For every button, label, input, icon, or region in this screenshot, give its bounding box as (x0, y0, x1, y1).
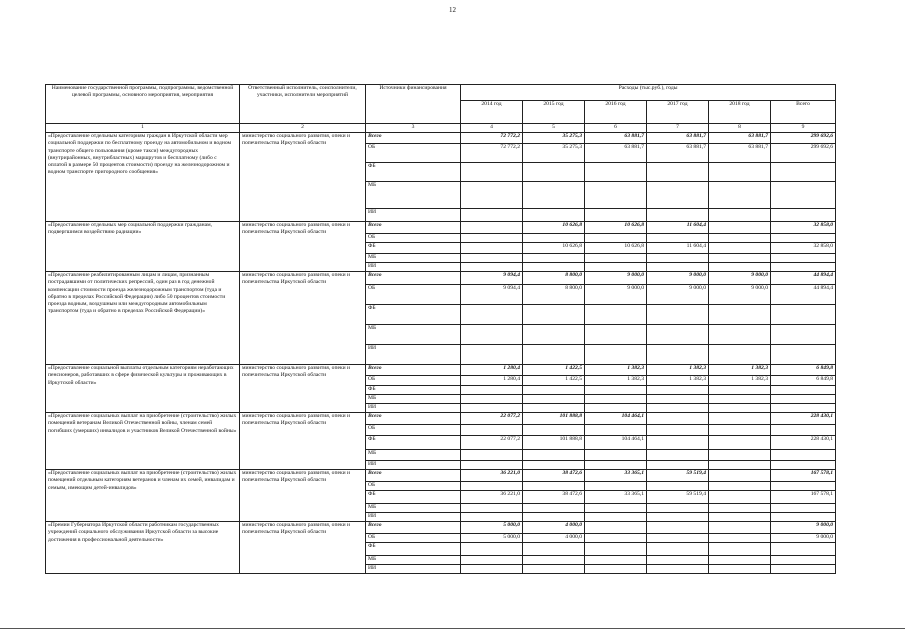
year-value (647, 234, 709, 243)
year-value: 5 000,0 (461, 534, 523, 543)
table-row (46, 413, 836, 425)
year-value (585, 345, 647, 365)
year-value (461, 556, 523, 565)
year-value (461, 425, 523, 436)
year-value (523, 386, 585, 395)
funding-source: ИИ (366, 345, 461, 365)
year-value (523, 565, 585, 574)
year-value (709, 491, 771, 504)
funding-source: Всего (366, 222, 461, 234)
funding-source: ФБ (366, 305, 461, 325)
program-name: «Предоставление отдельным категориям граждан в Иркутской области мер социальной поддержки по бесплатному проезду на автомобильном и водном транспорте общего пользования (кроме такси) междугородных (внутрирайонных, внутрибластных) маршрутов и бесплатному (либо с оплатой в размере 50 процентов стоимости) проезду на железнодорожном и водном транспорте пригородного сообщения» (46, 133, 240, 222)
column-number: 3 (366, 124, 461, 133)
header-year: 2018 год (709, 101, 771, 124)
year-value: 59 519,4 (647, 491, 709, 504)
funding-source: ОБ (366, 482, 461, 491)
total-value (771, 234, 836, 243)
year-value: 1 382,3 (647, 376, 709, 386)
funding-source: МБ (366, 556, 461, 565)
year-value (709, 425, 771, 436)
budget-table (45, 84, 836, 574)
table-row (46, 222, 836, 234)
year-value (647, 534, 709, 543)
year-value: 9 094,4 (461, 285, 523, 305)
year-value (461, 461, 523, 470)
year-value: 63 881,7 (647, 133, 709, 144)
year-value (585, 209, 647, 222)
year-value (709, 182, 771, 209)
year-value: 72 772,2 (461, 133, 523, 144)
year-value (585, 482, 647, 491)
funding-source: Всего (366, 470, 461, 482)
year-value (461, 222, 523, 234)
funding-source: МБ (366, 182, 461, 209)
year-value (647, 482, 709, 491)
funding-source: ФБ (366, 163, 461, 182)
year-value (709, 461, 771, 470)
year-value (709, 565, 771, 574)
year-value (461, 504, 523, 513)
funding-source: МБ (366, 325, 461, 345)
year-value (647, 386, 709, 395)
year-value: 22 077,2 (461, 413, 523, 425)
year-value: 1 382,3 (709, 376, 771, 386)
funding-source: ИИ (366, 513, 461, 522)
funding-source: ФБ (366, 386, 461, 395)
total-value (771, 254, 836, 263)
total-value: 299 692,6 (771, 133, 836, 144)
year-value: 63 881,7 (585, 133, 647, 144)
total-value: 32 858,0 (771, 243, 836, 254)
year-value (647, 263, 709, 272)
funding-source: МБ (366, 450, 461, 461)
year-value: 9 000,0 (647, 285, 709, 305)
year-value (461, 325, 523, 345)
year-value: 9 000,0 (709, 272, 771, 285)
year-value: 22 077,2 (461, 436, 523, 450)
scan-border-line (0, 628, 905, 629)
total-value (771, 386, 836, 395)
year-value (523, 325, 585, 345)
program-name: «Предоставление социальной выплаты отдельным категориям неработающих пенсионеров, работавших в сфере физической культуры и проживающих в Иркутской области» (46, 365, 240, 413)
year-value (709, 243, 771, 254)
year-value (585, 325, 647, 345)
program-name: «Предоставление отдельных мер социальной поддержки гражданам, подвергшимся воздействию радиации» (46, 222, 240, 272)
year-value: 63 881,7 (585, 144, 647, 163)
year-value: 9 094,4 (461, 272, 523, 285)
year-value (647, 565, 709, 574)
year-value (461, 404, 523, 413)
year-value: 1 382,3 (585, 376, 647, 386)
total-value (771, 425, 836, 436)
header-year: 2017 год (647, 101, 709, 124)
year-value (523, 263, 585, 272)
program-executor: министерство социального развития, опеки и попечительства Иркутской области (240, 133, 366, 222)
year-value (461, 209, 523, 222)
year-value: 9 000,0 (585, 272, 647, 285)
year-value: 63 881,7 (709, 144, 771, 163)
year-value (585, 263, 647, 272)
year-value (647, 425, 709, 436)
year-value: 59 519,4 (647, 470, 709, 482)
year-value (647, 513, 709, 522)
funding-source: Всего (366, 272, 461, 285)
year-value (585, 450, 647, 461)
total-value (771, 325, 836, 345)
funding-source: ОБ (366, 234, 461, 243)
year-value: 10 626,8 (523, 222, 585, 234)
year-value (585, 386, 647, 395)
year-value: 8 800,0 (523, 272, 585, 285)
table-row (46, 365, 836, 376)
year-value (709, 222, 771, 234)
total-value: 44 894,4 (771, 285, 836, 305)
year-value (585, 556, 647, 565)
year-value: 38 472,6 (523, 491, 585, 504)
year-value (647, 209, 709, 222)
program-name: «Предоставление социальных выплат на приобретение (строительство) жилых помещений ветеранам Великой Отечественной войны, членам семей погибших (умерших) инвалидов и участников Великой Отечественной войны» (46, 413, 240, 470)
year-value (709, 209, 771, 222)
header-row (46, 85, 836, 101)
total-value: 6 849,8 (771, 376, 836, 386)
program-name: «Предоставление социальных выплат на приобретение (строительство) жилых помещений отдельным категориям ветеранов и членам их семей, инвалидам и семьям, имеющим детей-инвалидов» (46, 470, 240, 522)
funding-source: ОБ (366, 534, 461, 543)
total-value (771, 263, 836, 272)
year-value (585, 395, 647, 404)
header-year: 2016 год (585, 101, 647, 124)
year-value (461, 395, 523, 404)
year-value (585, 522, 647, 534)
year-value (709, 395, 771, 404)
year-value: 38 472,6 (523, 470, 585, 482)
funding-source: ОБ (366, 425, 461, 436)
year-value (585, 305, 647, 325)
year-value (709, 404, 771, 413)
funding-source: ИИ (366, 404, 461, 413)
year-value (523, 404, 585, 413)
year-value: 101 888,8 (523, 436, 585, 450)
total-value (771, 345, 836, 365)
year-value: 9 000,0 (647, 272, 709, 285)
year-value (523, 556, 585, 565)
year-value (461, 450, 523, 461)
year-value (461, 243, 523, 254)
total-value (771, 404, 836, 413)
funding-source: ФБ (366, 543, 461, 556)
program-executor: министерство социального развития, опеки и попечительства Иркутской области (240, 272, 366, 365)
year-value (461, 386, 523, 395)
year-value (461, 254, 523, 263)
year-value (647, 522, 709, 534)
year-value: 72 772,2 (461, 144, 523, 163)
program-executor: министерство социального развития, опеки и попечительства Иркутской области (240, 413, 366, 470)
year-value (523, 234, 585, 243)
year-value: 1 382,3 (709, 365, 771, 376)
year-value (523, 543, 585, 556)
funding-source: Всего (366, 522, 461, 534)
year-value (709, 386, 771, 395)
year-value (461, 163, 523, 182)
year-value (461, 482, 523, 491)
year-value (647, 504, 709, 513)
year-value: 9 000,0 (585, 285, 647, 305)
total-value: 167 578,1 (771, 491, 836, 504)
year-value: 35 275,3 (523, 133, 585, 144)
column-number: 8 (709, 124, 771, 133)
year-value (709, 263, 771, 272)
year-value (585, 534, 647, 543)
year-value (647, 254, 709, 263)
year-value (461, 182, 523, 209)
year-value (523, 482, 585, 491)
year-value: 8 800,0 (523, 285, 585, 305)
year-value (523, 163, 585, 182)
year-value (709, 254, 771, 263)
funding-source: ФБ (366, 491, 461, 504)
year-value (523, 182, 585, 209)
year-value (585, 254, 647, 263)
year-value (709, 413, 771, 425)
total-value: 228 430,1 (771, 413, 836, 425)
year-value (585, 543, 647, 556)
year-value (461, 345, 523, 365)
year-value (523, 345, 585, 365)
year-value (461, 305, 523, 325)
total-value: 167 578,1 (771, 470, 836, 482)
total-value (771, 182, 836, 209)
header-expenses: Расходы (тыс.руб.), годы (461, 85, 836, 101)
header-total: Всего (771, 101, 836, 124)
total-value: 44 894,4 (771, 272, 836, 285)
year-value (647, 543, 709, 556)
program-name: «Предоставление реабилитированным лицам и лицам, признанным пострадавшими от политических репрессий, один раз в год денежной компенсации стоимости проезда железнодорожным транспортом (туда и обратно в пределах Российской Федерации) либо 50 процентов стоимости проезда водным, воздушным или междугородным автомобильным транспортом (туда и обратно в пределах Российской Федерации)» (46, 272, 240, 365)
year-value: 36 221,0 (461, 470, 523, 482)
column-number: 6 (585, 124, 647, 133)
year-value: 33 365,1 (585, 491, 647, 504)
year-value: 101 888,8 (523, 413, 585, 425)
column-number-row (46, 124, 836, 133)
year-value: 1 422,5 (523, 376, 585, 386)
year-value (523, 209, 585, 222)
year-value (647, 436, 709, 450)
year-value (709, 504, 771, 513)
total-value (771, 305, 836, 325)
year-value (709, 450, 771, 461)
funding-source: МБ (366, 395, 461, 404)
total-value (771, 504, 836, 513)
funding-source: ИИ (366, 461, 461, 470)
year-value: 11 604,4 (647, 222, 709, 234)
year-value (709, 522, 771, 534)
total-value: 9 000,0 (771, 522, 836, 534)
funding-source: ФБ (366, 436, 461, 450)
program-executor: министерство социального развития, опеки и попечительства Иркутской области (240, 222, 366, 272)
year-value (647, 556, 709, 565)
year-value: 10 626,8 (523, 243, 585, 254)
year-value (709, 305, 771, 325)
year-value (523, 305, 585, 325)
year-value (709, 513, 771, 522)
header-name: Наименование государственной программы, подпрограммы, ведомственной целевой программы, основного мероприятия, мероприятия (46, 85, 240, 124)
funding-source: ОБ (366, 144, 461, 163)
column-number: 2 (240, 124, 366, 133)
table-row (46, 272, 836, 285)
year-value: 36 221,0 (461, 491, 523, 504)
column-number: 7 (647, 124, 709, 133)
funding-source: ИИ (366, 263, 461, 272)
year-value (585, 404, 647, 413)
year-value (709, 543, 771, 556)
year-value (523, 395, 585, 404)
header-year: 2015 год (523, 101, 585, 124)
year-value (523, 425, 585, 436)
year-value (647, 325, 709, 345)
table-row (46, 133, 836, 144)
column-number: 4 (461, 124, 523, 133)
table-row (46, 522, 836, 534)
year-value: 4 000,0 (523, 522, 585, 534)
funding-source: ИИ (366, 209, 461, 222)
year-value: 63 881,7 (709, 133, 771, 144)
year-value (523, 513, 585, 522)
budget-table-body (46, 85, 836, 574)
year-value: 1 382,3 (647, 365, 709, 376)
year-value: 63 881,7 (647, 144, 709, 163)
total-value: 6 849,8 (771, 365, 836, 376)
year-value (647, 182, 709, 209)
year-value (523, 254, 585, 263)
page-number: 12 (449, 6, 456, 14)
year-value: 1 422,5 (523, 365, 585, 376)
year-value (709, 482, 771, 491)
total-value (771, 513, 836, 522)
funding-source: МБ (366, 504, 461, 513)
year-value (647, 345, 709, 365)
year-value (585, 234, 647, 243)
year-value (647, 413, 709, 425)
program-name: «Премии Губернатора Иркутской области работникам государственных учреждений социального обслуживания Иркутской области за высокие достижения в профессиональной деятельности» (46, 522, 240, 574)
year-value (585, 565, 647, 574)
year-value (647, 305, 709, 325)
year-value (461, 263, 523, 272)
total-value: 228 430,1 (771, 436, 836, 450)
total-value (771, 450, 836, 461)
year-value (523, 450, 585, 461)
funding-source: ИИ (366, 565, 461, 574)
year-value: 1 382,3 (585, 365, 647, 376)
total-value (771, 543, 836, 556)
year-value (709, 325, 771, 345)
program-executor: министерство социального развития, опеки и попечительства Иркутской области (240, 522, 366, 574)
year-value (709, 556, 771, 565)
column-number: 5 (523, 124, 585, 133)
total-value: 9 000,0 (771, 534, 836, 543)
total-value (771, 163, 836, 182)
total-value: 32 858,0 (771, 222, 836, 234)
year-value: 104 464,1 (585, 413, 647, 425)
year-value: 35 275,3 (523, 144, 585, 163)
year-value (647, 404, 709, 413)
funding-source: МБ (366, 254, 461, 263)
year-value (709, 470, 771, 482)
year-value (709, 234, 771, 243)
year-value: 9 000,0 (709, 285, 771, 305)
table-row (46, 470, 836, 482)
year-value (585, 163, 647, 182)
year-value (523, 504, 585, 513)
total-value (771, 209, 836, 222)
total-value (771, 395, 836, 404)
total-value (771, 556, 836, 565)
year-value: 10 626,8 (585, 243, 647, 254)
column-number: 9 (771, 124, 836, 133)
year-value: 33 365,1 (585, 470, 647, 482)
year-value (461, 513, 523, 522)
year-value (647, 450, 709, 461)
header-sources: Источники финансирования (366, 85, 461, 124)
year-value (461, 565, 523, 574)
funding-source: ОБ (366, 285, 461, 305)
total-value (771, 461, 836, 470)
column-number: 1 (46, 124, 240, 133)
year-value: 104 464,1 (585, 436, 647, 450)
funding-source: ФБ (366, 243, 461, 254)
year-value: 1 280,4 (461, 376, 523, 386)
program-executor: министерство социального развития, опеки и попечительства Иркутской области (240, 470, 366, 522)
year-value: 1 280,4 (461, 365, 523, 376)
program-executor: министерство социального развития, опеки и попечительства Иркутской области (240, 365, 366, 413)
year-value (461, 543, 523, 556)
year-value (647, 163, 709, 182)
header-executor: Ответственный исполнитель, соисполнители, участники, исполнители мероприятий (240, 85, 366, 124)
year-value (709, 534, 771, 543)
year-value: 4 000,0 (523, 534, 585, 543)
total-value (771, 482, 836, 491)
year-value (709, 163, 771, 182)
year-value (585, 425, 647, 436)
funding-source: Всего (366, 133, 461, 144)
year-value (523, 461, 585, 470)
year-value (585, 513, 647, 522)
year-value: 10 626,8 (585, 222, 647, 234)
total-value: 299 692,6 (771, 144, 836, 163)
year-value (647, 461, 709, 470)
funding-source: Всего (366, 413, 461, 425)
year-value: 5 000,0 (461, 522, 523, 534)
year-value: 11 604,4 (647, 243, 709, 254)
year-value (585, 461, 647, 470)
total-value (771, 565, 836, 574)
year-value (709, 345, 771, 365)
year-value (585, 504, 647, 513)
year-value (647, 395, 709, 404)
year-value (709, 436, 771, 450)
year-value (585, 182, 647, 209)
funding-source: ОБ (366, 376, 461, 386)
header-year: 2014 год (461, 101, 523, 124)
year-value (461, 234, 523, 243)
funding-source: Всего (366, 365, 461, 376)
